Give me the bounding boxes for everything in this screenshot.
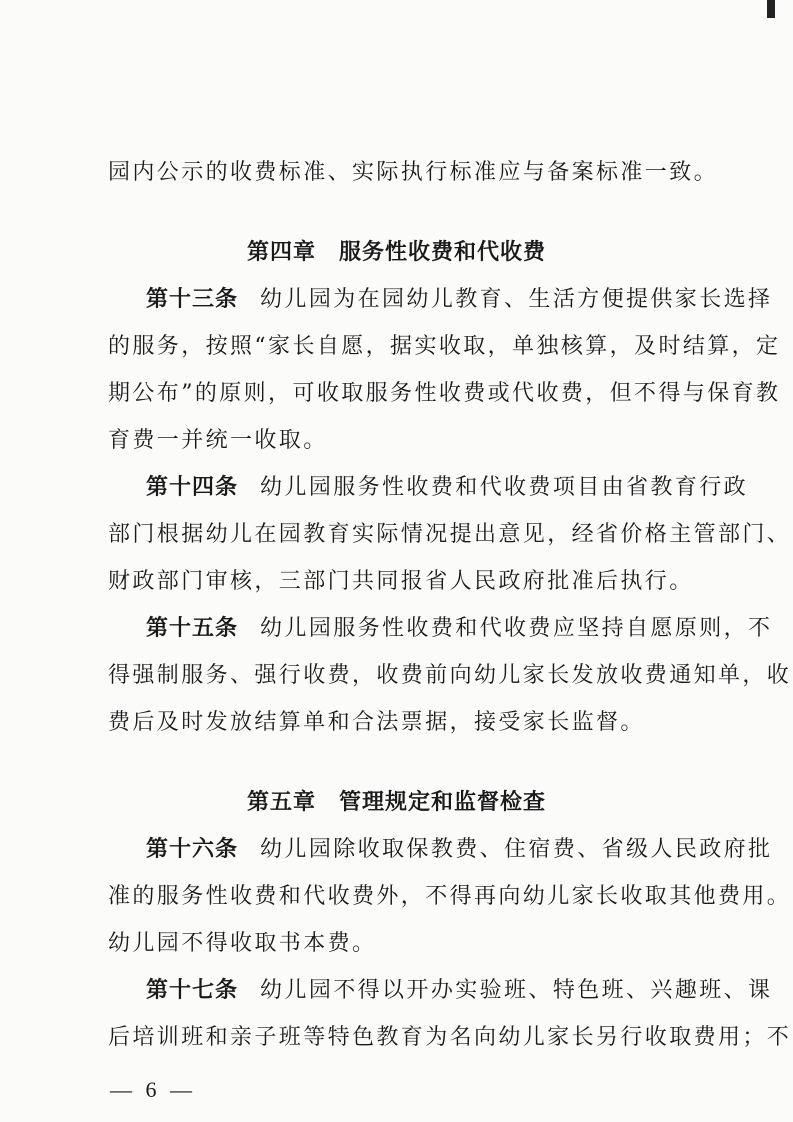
- article-15-line: 得强制服务、强行收费，收费前向幼儿家长发放收费通知单，收: [108, 663, 792, 688]
- article-14-line: 部门根据幼儿在园教育实际情况提出意见，经省价格主管部门、: [108, 522, 792, 547]
- article-13-text: 幼儿园为在园幼儿教育、生活方便提供家长选择: [260, 287, 773, 312]
- article-14-text: 幼儿园服务性收费和代收费项目由省教育行政: [260, 475, 749, 500]
- article-16-first-line: [146, 835, 773, 865]
- article-17-line: 后培训班和亲子班等特色教育为名向幼儿家长另行收取费用；不: [108, 1025, 792, 1050]
- article-16-number: 第十六条: [146, 837, 239, 862]
- article-17-first-line: [146, 976, 773, 1006]
- article-16-line: 幼儿园不得收取书本费。: [108, 931, 377, 956]
- article-14-first-line: [146, 473, 749, 503]
- article-16-line: 准的服务性收费和代收费外，不得再向幼儿家长收取其他费用。: [108, 884, 792, 909]
- article-14-number: 第十四条: [146, 475, 239, 500]
- chapter-4-title: 第四章 服务性收费和代收费: [246, 240, 546, 265]
- article-15-line: 费后及时发放结算单和合法票据，接受家长监督。: [108, 710, 645, 735]
- article-17-number: 第十七条: [146, 978, 239, 1003]
- article-14-line: 财政部门审核，三部门共同报省人民政府批准后执行。: [108, 569, 694, 594]
- article-13-number: 第十三条: [146, 287, 239, 312]
- article-13-line: 的服务，按照“家长自愿，据实收取，单独核算，及时结算，定: [108, 334, 781, 359]
- article-15-text: 幼儿园服务性收费和代收费应坚持自愿原则，不: [260, 616, 773, 641]
- article-13-line: 育费一并统一收取。: [108, 428, 328, 453]
- article-16-text: 幼儿园除收取保教费、住宿费、省级人民政府批: [260, 837, 773, 862]
- article-15-number: 第十五条: [146, 616, 239, 641]
- paragraph-continuation: 园内公示的收费标准、实际执行标准应与备案标准一致。: [108, 160, 719, 185]
- article-15-first-line: [146, 614, 773, 644]
- article-17-text: 幼儿园不得以开办实验班、特色班、兴趣班、课: [260, 978, 773, 1003]
- article-13-line: 期公布”的原则，可收取服务性收费或代收费，但不得与保育教: [108, 381, 781, 406]
- chapter-5-title: 第五章 管理规定和监督检查: [246, 790, 546, 815]
- article-13-first-line: [146, 285, 773, 315]
- page-number: — 6 —: [110, 1077, 196, 1102]
- scan-edge-mark: [767, 0, 775, 18]
